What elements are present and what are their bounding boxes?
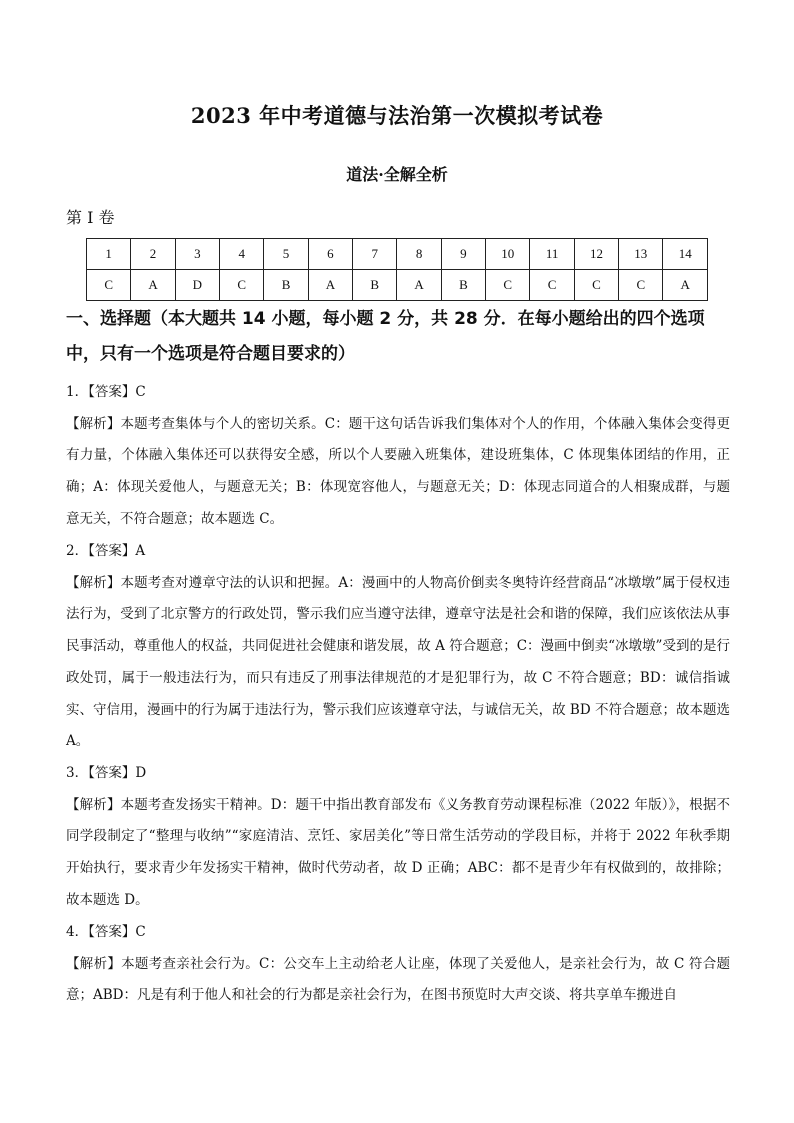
answer-number-cell: 7 [353, 239, 397, 270]
answer-table-answer-row [87, 270, 708, 301]
answer-table-number-row [87, 239, 708, 270]
question-block-2 [66, 536, 730, 758]
question-answer-line: 1．【答案】C [66, 384, 146, 400]
question-answer-line: 2．【答案】A [66, 543, 146, 559]
answer-number-cell: 12 [574, 239, 618, 270]
answer-number-cell: 4 [220, 239, 264, 270]
answer-letter-cell: C [87, 270, 131, 301]
question-answer-line: 4．【答案】C [66, 924, 146, 940]
question-block-4 [66, 917, 730, 1012]
answer-letter-cell: B [264, 270, 308, 301]
answer-number-cell: 10 [486, 239, 530, 270]
question-block-1 [66, 377, 730, 536]
question-analysis: 【解析】本题考查对遵章守法的认识和把握。A：漫画中的人物高价倒卖冬奥特许经营商品“冰墩墩”属于侵权违法行为，受到了北京警方的行政处罚，警示我们应当遵守法律，遵章守法是社会和谐的保障，我们应该依法从事民事活动，尊重他人的权益，共同促进社会健康和谐发展，故 A 符合题意；C：漫画中倒卖“冰墩墩”受到的是行政处罚，属于一般违法行为，而只有违反了刑事法律规范的才是犯罪行为，故 C 不符合题意；BD：诚信指诚实、守信用，漫画中的行为属于违法行为，警示我们应该遵章守法，与诚信无关，故 BD 不符合题意；故本题选 A。 [66, 574, 730, 750]
answer-letter-cell: C [220, 270, 264, 301]
answer-number-cell: 8 [397, 239, 441, 270]
page-subtitle: 道法·全解全析 [346, 165, 448, 184]
answer-letter-cell: D [175, 270, 219, 301]
page-title: 2023 年中考道德与法治第一次模拟考试卷 [190, 103, 604, 128]
answer-letter-cell: A [663, 270, 708, 301]
answer-number-cell: 9 [441, 239, 485, 270]
answer-table [86, 238, 708, 301]
answer-number-cell: 13 [619, 239, 663, 270]
question-block-3 [66, 758, 730, 917]
answer-number-cell: 6 [308, 239, 352, 270]
answer-letter-cell: A [397, 270, 441, 301]
question-analysis: 【解析】本题考查集体与个人的密切关系。C：题干这句话告诉我们集体对个人的作用，个体融入集体会变得更有力量，个体融入集体还可以获得安全感，所以个人要融入班集体，建设班集体，C 体现集体团结的作用，正确；A：体现关爱他人，与题意无关；B：体现宽容他人，与题意无关；D：体现志同道合的人相聚成群，与题意无关，不符合题意；故本题选 C。 [66, 415, 730, 527]
answer-letter-cell: C [619, 270, 663, 301]
question-analysis: 【解析】本题考查发扬实干精神。D：题干中指出教育部发布《义务教育劳动课程标准（2022 年版）》，根据不同学段制定了“整理与收纳”“家庭清洁、烹饪、家居美化”等日常生活劳动的学段目标，并将于 2022 年秋季期开始执行，要求青少年发扬实干精神，做时代劳动者，故 D 正确；ABC：都不是青少年有权做到的，故排除；故本题选 D。 [66, 796, 730, 908]
section-heading: 一、选择题（本大题共 14 小题，每小题 2 分，共 28 分．在每小题给出的四个选项中，只有一个选项是符合题目要求的） [66, 309, 705, 364]
answer-number-cell: 1 [87, 239, 131, 270]
answer-letter-cell: C [574, 270, 618, 301]
answer-number-cell: 14 [663, 239, 708, 270]
answer-letter-cell: A [131, 270, 175, 301]
answer-letter-cell: C [530, 270, 574, 301]
volume-label: 第 I 卷 [66, 208, 115, 227]
answer-letter-cell: A [308, 270, 352, 301]
answer-number-cell: 5 [264, 239, 308, 270]
answer-number-cell: 11 [530, 239, 574, 270]
question-answer-line: 3．【答案】D [66, 765, 147, 781]
answer-letter-cell: B [353, 270, 397, 301]
answer-letter-cell: C [486, 270, 530, 301]
answer-letter-cell: B [441, 270, 485, 301]
answer-number-cell: 3 [175, 239, 219, 270]
question-analysis: 【解析】本题考查亲社会行为。C：公交车上主动给老人让座，体现了关爱他人，是亲社会行为，故 C 符合题意；ABD：凡是有利于他人和社会的行为都是亲社会行为，在图书预览时大声交谈、将共享单车搬进自 [66, 955, 730, 1004]
answer-number-cell: 2 [131, 239, 175, 270]
